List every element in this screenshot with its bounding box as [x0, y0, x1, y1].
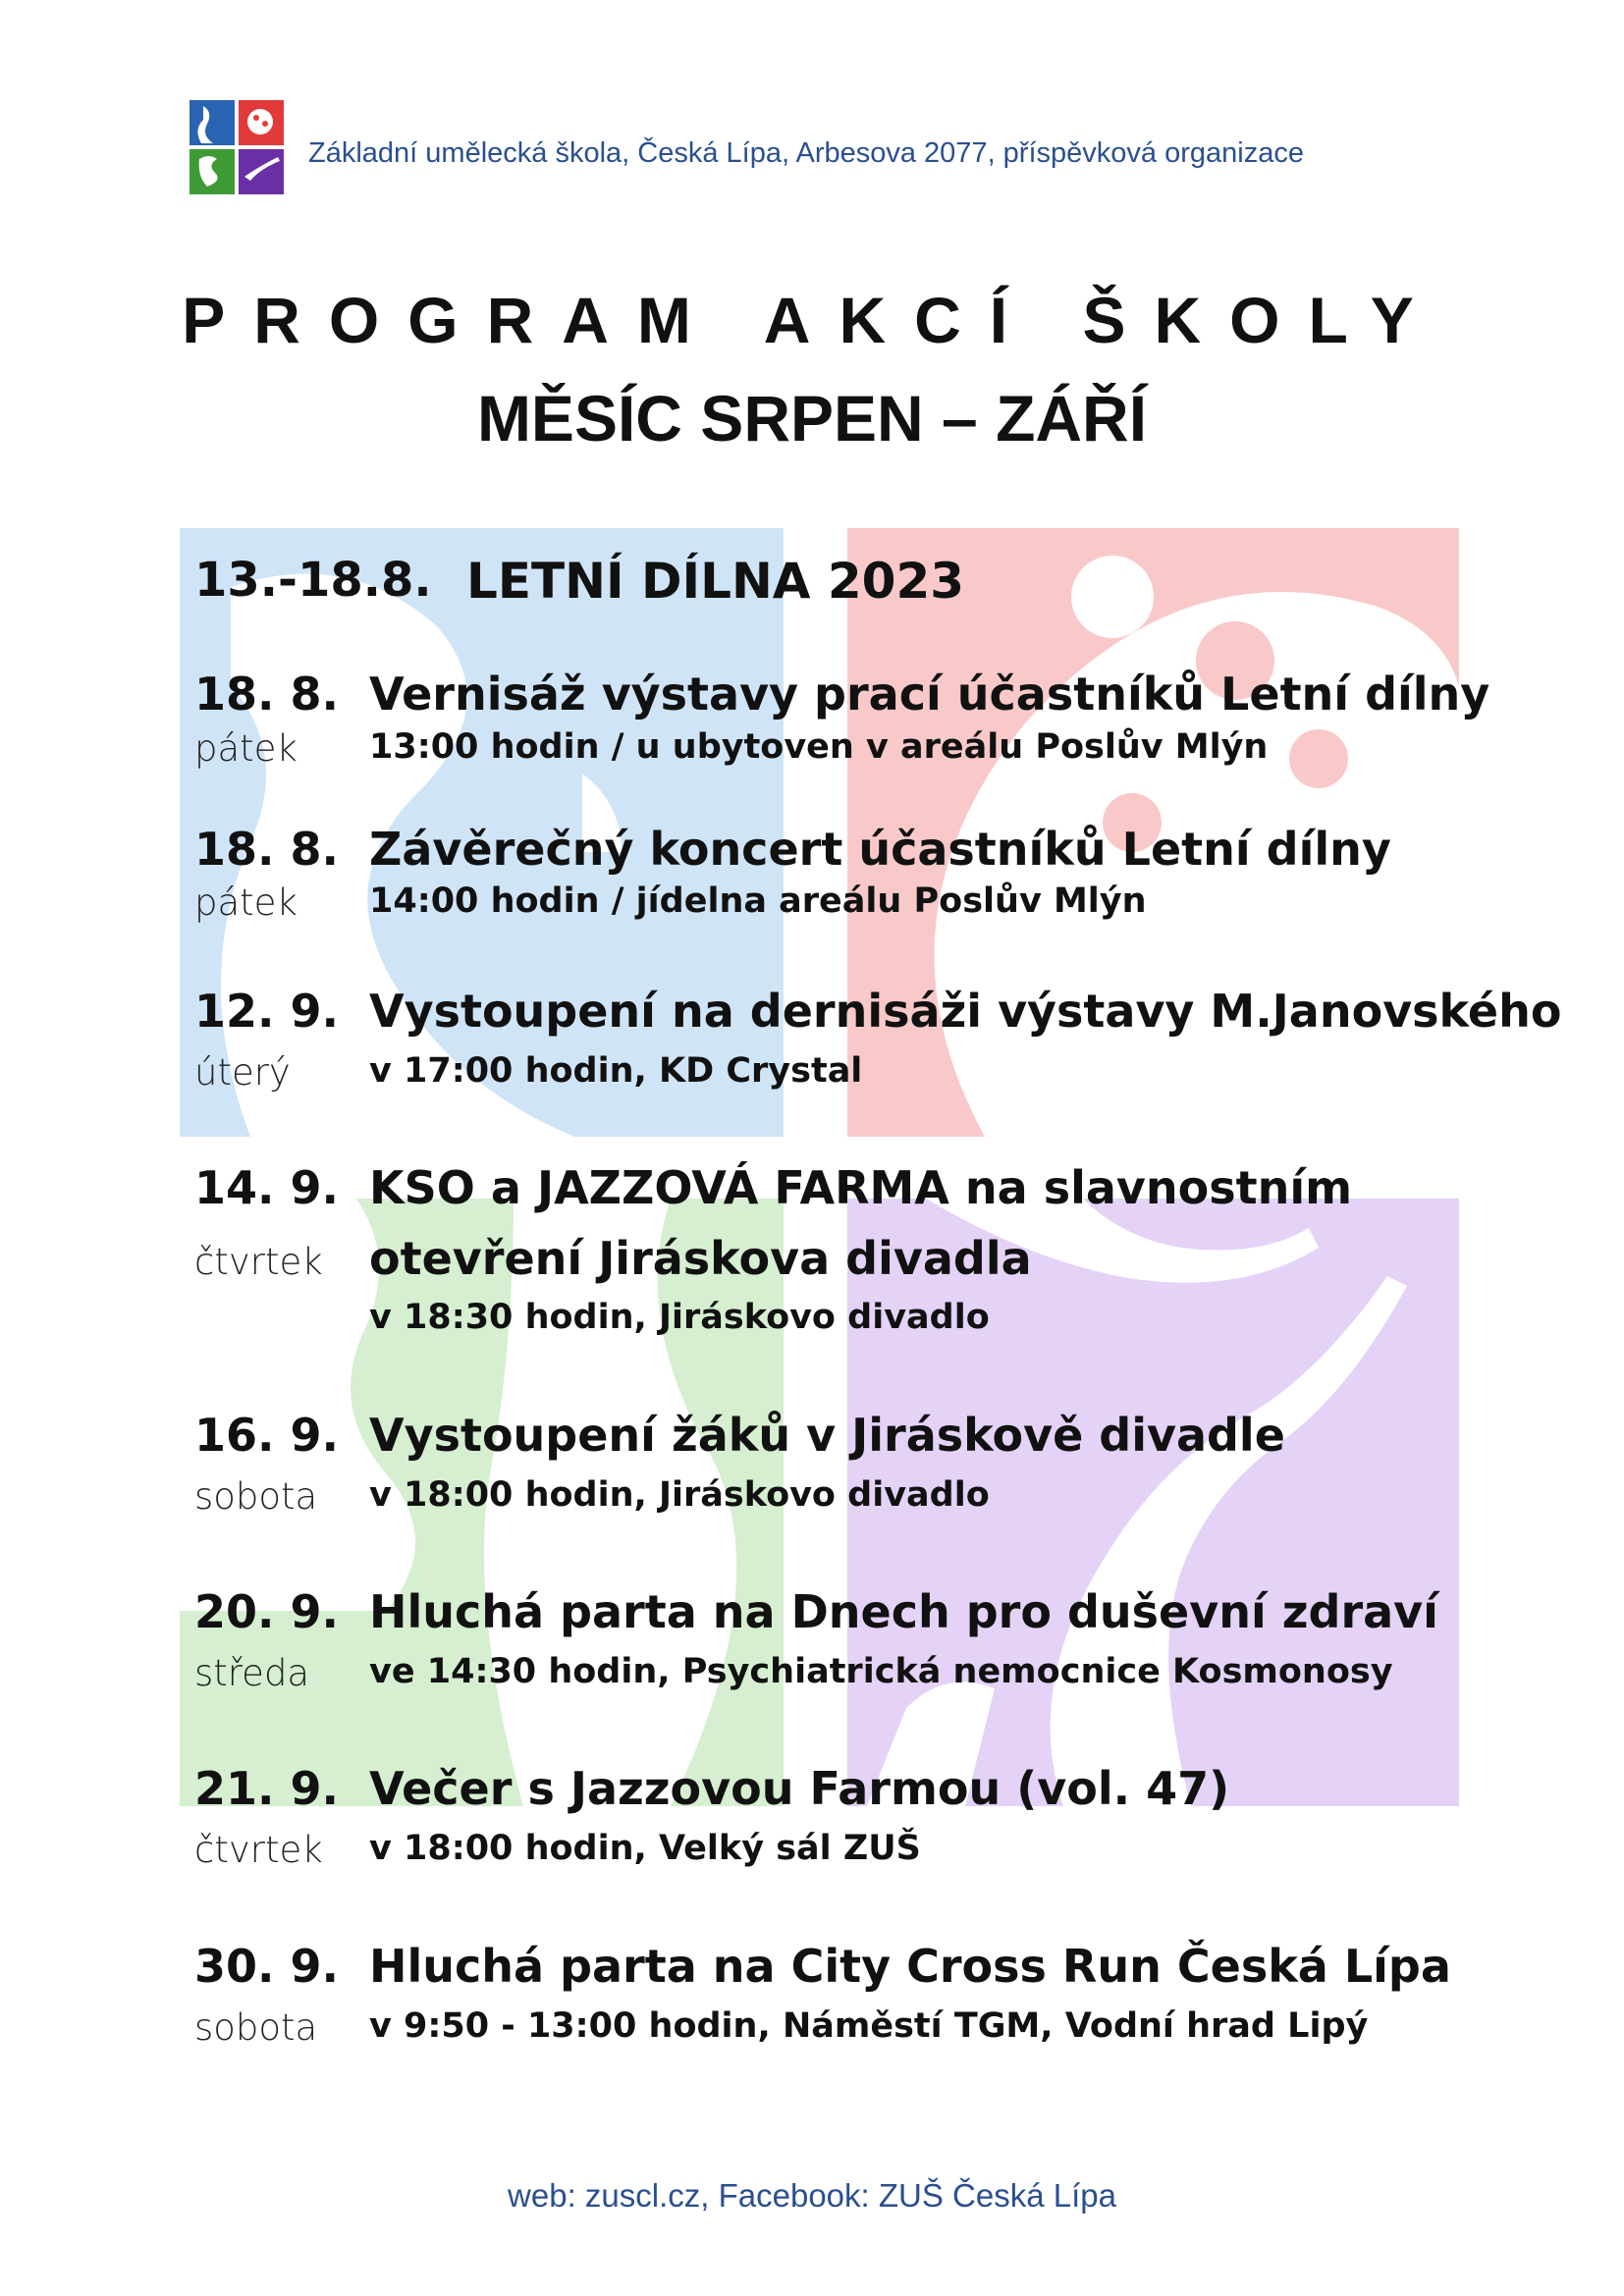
event-day: středa	[194, 1652, 310, 1694]
intro-title: LETNÍ DÍLNA 2023	[466, 553, 965, 610]
event-detail: 13:00 hodin / u ubytoven v areálu Poslův Mlýn	[369, 727, 1269, 767]
event-title: Hluchá parta na City Cross Run Česká Lípa	[369, 1940, 1451, 1993]
organization-name: Základní umělecká škola, Česká Lípa, Arbesova 2077, příspěvková organizace	[308, 137, 1304, 169]
footer-contact: web: zuscl.cz, Facebook: ZUŠ Česká Lípa	[508, 2177, 1116, 2214]
event-detail: v 18:00 hodin, Velký sál ZUŠ	[369, 1829, 921, 1868]
event-title: KSO a JAZZOVÁ FARMA na slavnostním	[369, 1161, 1353, 1214]
event-day: čtvrtek	[194, 1241, 323, 1283]
event-title: Vernisáž výstavy prací účastníků Letní dílny	[369, 667, 1490, 721]
intro-date: 13.-18.8.	[194, 553, 432, 608]
event-date: 20. 9.	[194, 1585, 339, 1638]
event-detail: 14:00 hodin / jídelna areálu Poslův Mlýn	[369, 881, 1147, 921]
event-date: 14. 9.	[194, 1161, 339, 1214]
event-title: Hluchá parta na Dnech pro duševní zdraví	[369, 1585, 1438, 1638]
event-day: pátek	[194, 727, 298, 770]
event-day: sobota	[194, 1475, 318, 1518]
event-detail: v 18:00 hodin, Jiráskovo divadlo	[369, 1475, 990, 1515]
page-subtitle: MĚSÍC SRPEN – ZÁŘÍ	[476, 382, 1148, 454]
event-day: úterý	[194, 1051, 291, 1094]
event-title: Vystoupení žáků v Jiráskově divadle	[369, 1409, 1285, 1462]
event-date: 30. 9.	[194, 1940, 339, 1993]
event-date: 16. 9.	[194, 1409, 339, 1462]
event-detail: v 17:00 hodin, KD Crystal	[369, 1051, 863, 1091]
school-logo	[189, 100, 284, 194]
event-date: 12. 9.	[194, 985, 339, 1038]
event-date: 18. 8.	[194, 823, 339, 876]
event-date: 21. 9.	[194, 1762, 339, 1815]
page-title: PROGRAM AKCÍ ŠKOLY	[182, 284, 1442, 356]
event-detail: ve 14:30 hodin, Psychiatrická nemocnice Kosmonosy	[369, 1652, 1393, 1691]
event-day: čtvrtek	[194, 1829, 323, 1871]
event-day: pátek	[194, 881, 298, 924]
event-detail: v 18:30 hodin, Jiráskovo divadlo	[369, 1298, 990, 1337]
event-day: sobota	[194, 2006, 318, 2049]
event-date: 18. 8.	[194, 667, 339, 721]
event-title: Večer s Jazzovou Farmou (vol. 47)	[369, 1762, 1230, 1815]
event-title: Vystoupení na dernisáži výstavy M.Janovského	[369, 985, 1562, 1038]
event-title: Závěrečný koncert účastníků Letní dílny	[369, 823, 1391, 876]
event-detail: v 9:50 - 13:00 hodin, Náměstí TGM, Vodní hrad Lipý	[369, 2006, 1369, 2046]
event-title-continued: otevření Jiráskova divadla	[369, 1232, 1032, 1285]
